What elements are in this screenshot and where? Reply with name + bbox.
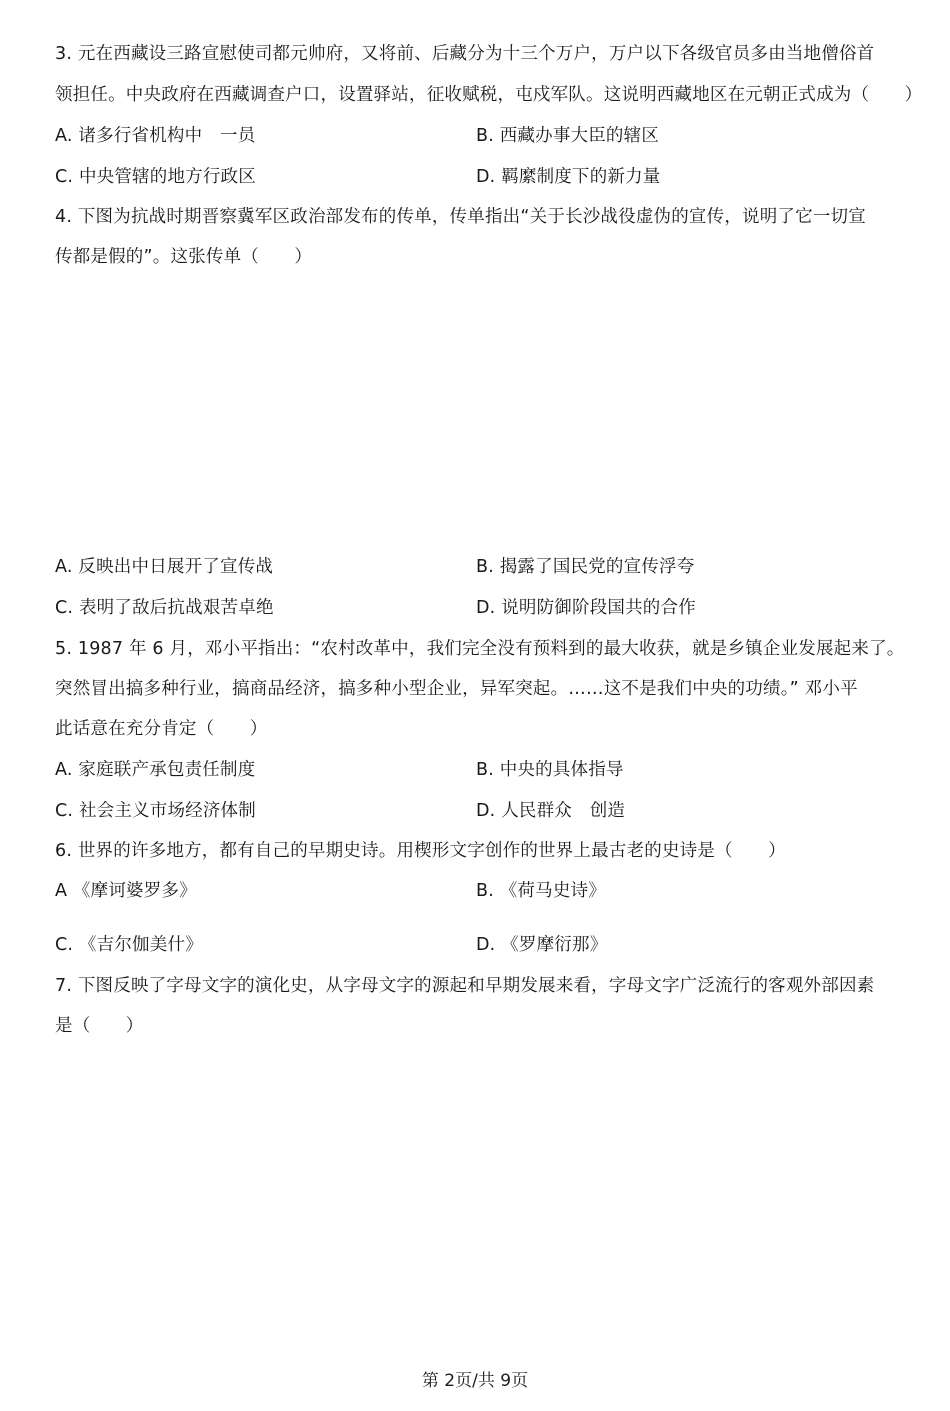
q6-option-a: A 《摩诃婆罗多》: [55, 881, 197, 901]
q4-stem-line-2: 传都是假的”。这张传单（ ）: [55, 247, 313, 267]
q5-option-c: C. 社会主义市场经济体制: [55, 801, 256, 821]
q3-option-d: D. 羁縻制度下的新力量: [476, 167, 661, 187]
q4-option-a: A. 反映出中日展开了宣传战: [55, 557, 274, 577]
q3-option-b: B. 西藏办事大臣的辖区: [476, 126, 660, 146]
q4-option-b: B. 揭露了国民党的宣传浮夸: [476, 557, 695, 577]
q4-leaflet-figure-placeholder: [55, 280, 895, 545]
q5-option-a: A. 家庭联产承包责任制度: [55, 760, 256, 780]
page-number-footer: 第 2页/共 9页: [421, 1371, 529, 1391]
q6-option-d: D. 《罗摩衍那》: [476, 935, 608, 955]
q4-option-d: D. 说明防御阶段国共的合作: [476, 598, 696, 618]
q5-stem-line-3: 此话意在充分肯定（ ）: [55, 719, 268, 739]
q5-stem-line-1: 5. 1987 年 6 月，邓小平指出：“农村改革中，我们完全没有预料到的最大收获，就是乡镇企业发展起来了。: [55, 639, 905, 659]
q7-stem-line-1: 7. 下图反映了字母文字的演化史，从字母文字的源起和早期发展来看，字母文字广泛流行的客观外部因素: [55, 976, 875, 996]
q5-option-b: B. 中央的具体指导: [476, 760, 624, 780]
q3-stem-line-1: 3. 元在西藏设三路宣慰使司都元帅府，又将前、后藏分为十三个万户，万户以下各级官员多由当地僧俗首: [55, 44, 875, 64]
q6-stem-line-1: 6. 世界的许多地方，都有自己的早期史诗。用楔形文字创作的世界上最古老的史诗是（ ）: [55, 841, 786, 861]
q4-stem-line-1: 4. 下图为抗战时期晋察冀军区政治部发布的传单，传单指出“关于长沙战役虚伪的宣传，说明了它一切宣: [55, 207, 866, 227]
q7-stem-line-2: 是（ ）: [55, 1016, 144, 1036]
q5-stem-line-2: 突然冒出搞多种行业，搞商品经济，搞多种小型企业，异军突起。……这不是我们中央的功绩。” 邓小平: [55, 679, 858, 699]
q5-option-d: D. 人民群众 创造: [476, 801, 626, 821]
q6-option-b: B. 《荷马史诗》: [476, 881, 606, 901]
q4-option-c: C. 表明了敌后抗战艰苦卓绝: [55, 598, 274, 618]
q6-option-c: C. 《吉尔伽美什》: [55, 935, 203, 955]
q3-option-a: A. 诸多行省机构中 一员: [55, 126, 256, 146]
q7-alphabet-figure-placeholder: [55, 1050, 895, 1350]
q3-option-c: C. 中央管辖的地方行政区: [55, 167, 256, 187]
q3-stem-line-2: 领担任。中央政府在西藏调查户口，设置驿站，征收赋税，屯戍军队。这说明西藏地区在元朝正式成为（ ）: [55, 85, 923, 105]
